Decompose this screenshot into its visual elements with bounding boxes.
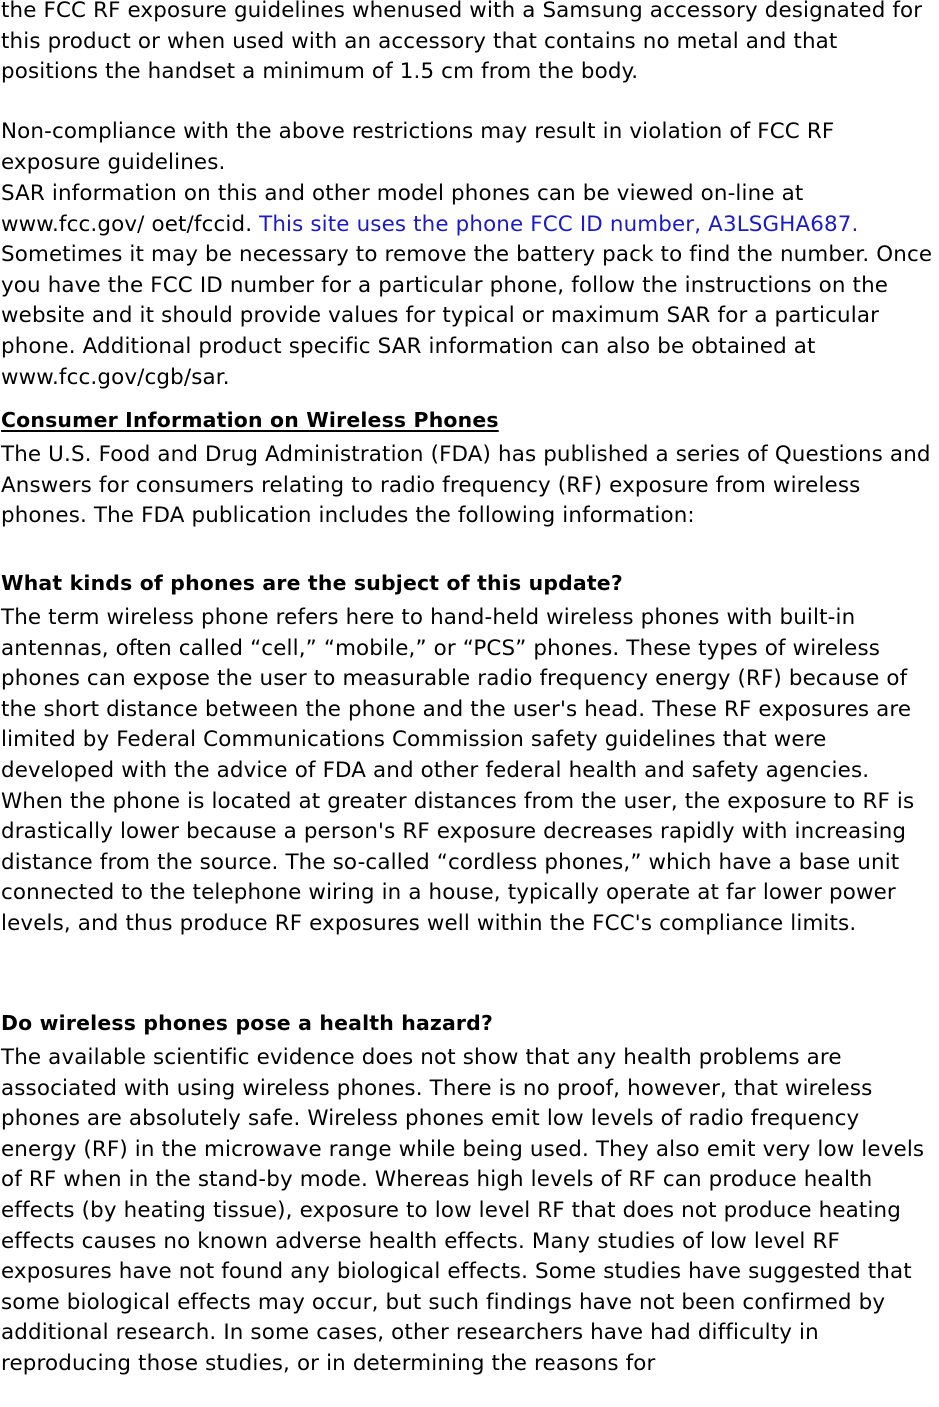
heading-health-hazard: Do wireless phones pose a health hazard? [1, 1011, 494, 1035]
sar-text-end: Sometimes it may be necessary to remove the battery pack to find the number. Once you have the FCC ID number for a particular phone, follow the instructions on the website and it should provide values for typical or maximum SAR for a particular phone. Additional product specific SAR information can also be obtained at www.fcc.gov/cgb/sar. [1, 242, 933, 390]
paragraph-fcc-guidelines: the FCC RF exposure guidelines whenused with a Samsung accessory designated for this product or when used with an accessory that contains no metal and that positions the handset a minimum of 1.5 cm from the body. [1, 0, 923, 85]
paragraph-sar-information [1, 179, 939, 393]
paragraph-non-compliance: Non-compliance with the above restrictions may result in violation of FCC RF exposure guidelines. [1, 119, 835, 175]
fcc-id-link-text[interactable]: This site uses the phone FCC ID number, A3LSGHA687. [259, 211, 859, 237]
heading-phone-kinds: What kinds of phones are the subject of this update? [1, 571, 623, 595]
heading-consumer-information: Consumer Information on Wireless Phones [1, 408, 499, 432]
paragraph-fda-publication: The U.S. Food and Drug Administration (FDA) has published a series of Questions and Answers for consumers relating to radio frequency (RF) exposure from wireless phones. The FDA publication includes the following information: [1, 442, 931, 529]
paragraph-wireless-phone-definition: The term wireless phone refers here to hand-held wireless phones with built-in antennas, often called “cell,” “mobile,” or “PCS” phones. These types of wireless phones can expose the user to measurable radio frequency energy (RF) because of the short distance between the phone and the user's head. These RF exposures are limited by Federal Communications Commission safety guidelines that were developed with the advice of FDA and other federal health and safety agencies. When the phone is located at greater distances from the user, the exposure to RF is drastically lower because a person's RF exposure decreases rapidly with increasing distance from the source. The so-called “cordless phones,” which have a base unit connected to the telephone wiring in a house, typically operate at far lower power levels, and thus produce RF exposures well within the FCC's compliance limits. [1, 605, 915, 936]
sar-text-start: SAR information on this and other model phones can be viewed on-line at www.fcc.gov/ oet/fccid. [1, 181, 804, 237]
paragraph-scientific-evidence: The available scientific evidence does not show that any health problems are associated with using wireless phones. There is no proof, however, that wireless phones are absolutely safe. Wireless phones emit low levels of radio frequency energy (RF) in the microwave range while being used. They also emit very low levels of RF when in the stand-by mode. Whereas high levels of RF can produce health effects (by heating tissue), exposure to low level RF that does not produce heating effects causes no known adverse health effects. Many studies of low level RF exposures have not found any biological effects. Some studies have suggested that some biological effects may occur, but such findings have not been confirmed by additional research. In some cases, other researchers have had difficulty in reproducing those studies, or in determining the reasons for [1, 1045, 925, 1376]
